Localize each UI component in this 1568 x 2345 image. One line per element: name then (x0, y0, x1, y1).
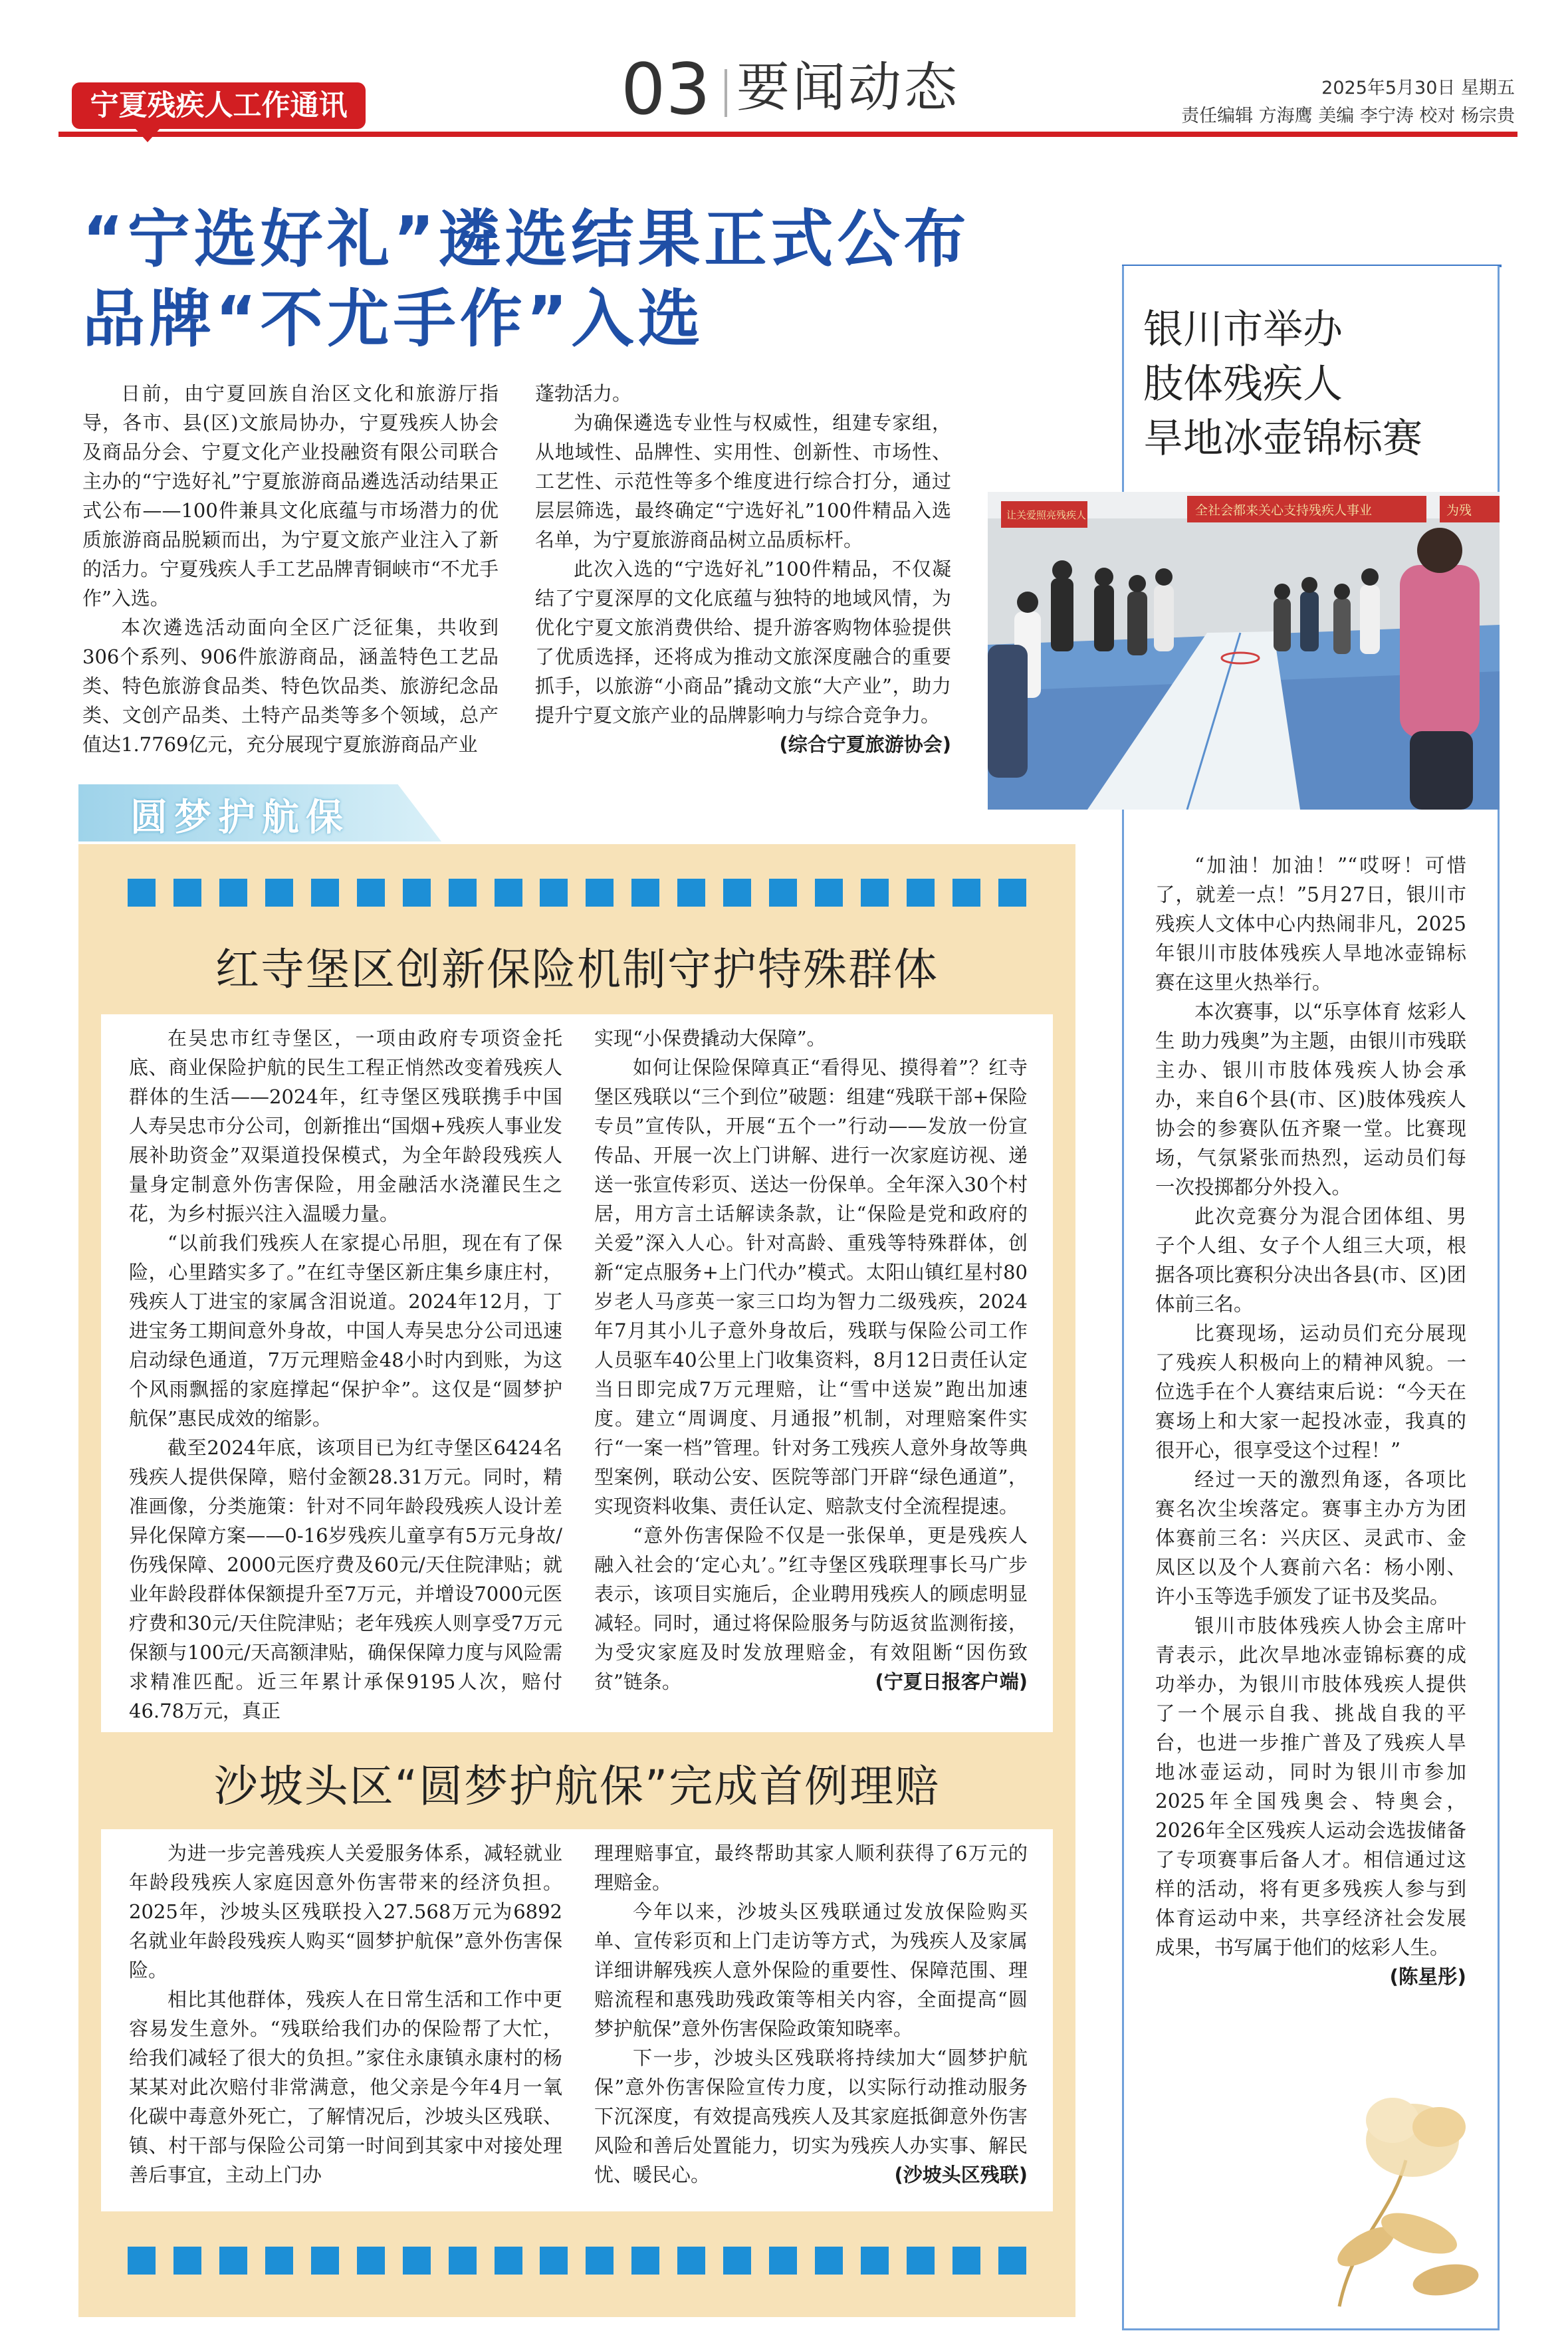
lead-headline-line2: 品牌“不尤手作”入选 (82, 283, 705, 356)
article-credit: (宁夏日报客户端) (875, 1670, 1028, 1693)
paragraph (594, 1521, 1028, 1696)
article-credit: (沙坡头区残联) (894, 2164, 1028, 2186)
sidebar-headline (1143, 302, 1422, 466)
paragraph: 经过一天的激烈角逐，各项比赛名次尘埃落定。赛事主办方为团体赛前三名：兴庆区、灵武市、金凤区以及个人赛前六名：杨小刚、许小玉等选手颁发了证书及奖品。 (1155, 1468, 1466, 1608)
paragraph-continuation: 理理赔事宜，最终帮助其家人顺利获得了6万元的理赔金。 (594, 1842, 1028, 1894)
sidebar-headline-line: 肢体残疾人 (1143, 361, 1343, 407)
banner-text-left: 让关爱照亮残疾人 (1006, 509, 1087, 521)
sidebar-headline-line: 旱地冰壶锦标赛 (1143, 415, 1422, 462)
sidebar-story (1155, 851, 1466, 1991)
paragraph: 此次竞赛分为混合团体组、男子个人组、女子个人组三大项，根据各项比赛积分决出各县(市、区)团体前三名。 (1155, 1205, 1466, 1315)
paragraph-text: 下一步，沙坡头区残联将持续加大“圆梦护航保”意外伤害保险宣传力度，以实际行动推动服务下沉深度，有效提高残疾人及其家庭抵御意外伤害风险和善后处置能力，切实为残疾人办实事、解民忧、暖民心。 (594, 2047, 1028, 2186)
paragraph (1155, 1611, 1466, 1988)
paragraph: 比赛现场，运动员们充分展现了残疾人积极向上的精神风貌。一位选手在个人赛结束后说：“今天在赛场上和大家一起投冰壶，我真的很开心，很享受这个过程！” (1155, 1322, 1466, 1462)
paragraph-text: 银川市肢体残疾人协会主席叶青表示，此次旱地冰壶锦标赛的成功举办，为银川市肢体残疾人提供了一个展示自我、挑战自我的平台，也进一步推广普及了残疾人旱地冰壶运动，同时为银川市参加2025年全国残奥会、特奥会，2026年全区残疾人运动会选拔储备了专项赛事后备人才。相信通过这样的活动，将有更多残疾人参与到体育运动中来，共享经济社会发展成果，书写属于他们的炫彩人生。 (1155, 1615, 1466, 1959)
paragraph-continuation: 实现“小保费撬动大保障”。 (594, 1027, 826, 1050)
issue-staff: 责任编辑 方海鹰 美编 李宁涛 校对 杨宗贵 (1181, 106, 1515, 126)
paragraph-text: “意外伤害保险不仅是一张保单，更是残疾人融入社会的‘定心丸’。”红寺堡区残联理事长马广步表示，该项目实施后，企业聘用残疾人的顾虑明显减轻。同时，通过将保险服务与防返贫监测衔接，为受灾家庭及时发放理赔金，有效阻断“因伤致贫”链条。 (594, 1524, 1028, 1693)
article2-headline: 沙坡头区“圆梦护航保”完成首例理赔 (213, 1761, 941, 1812)
sidebar-headline-line: 银川市举办 (1143, 306, 1343, 353)
masthead-rule (58, 132, 1517, 137)
article1-headline: 红寺堡区创新保险机制守护特殊群体 (215, 944, 939, 995)
banner-text-right: 为残 (1446, 503, 1472, 518)
paragraph (594, 2043, 1028, 2189)
section-banner-text: 圆梦护航保 (130, 796, 350, 839)
page-number: 03 (621, 49, 711, 130)
paragraph (535, 554, 951, 756)
paragraph: 为进一步完善残疾人关爱服务体系，减轻就业年龄段残疾人家庭因意外伤害带来的经济负担。2025年，沙坡头区残联投入27.568万元为6892名就业年龄段残疾人购买“圆梦护航保”意外伤害保险。 (129, 1842, 562, 1981)
article-credit: (综合宁夏旅游协会) (779, 733, 951, 756)
decorative-dots-top (128, 879, 1026, 907)
brand-tag: 宁夏残疾人工作通讯 (72, 82, 366, 129)
paragraph-text: 此次入选的“宁选好礼”100件精品，不仅凝结了宁夏深厚的文化底蕴与独特的地域风情，为优化宁夏文旅消费供给、提升游客购物体验提供了优质选择，还将成为推动文旅深度融合的重要抓手，以旅游“小商品”撬动文旅“大产业”，助力提升宁夏文旅产业的品牌影响力与综合竞争力。 (535, 558, 951, 726)
paragraph: 日前，由宁夏回族自治区文化和旅游厅指导，各市、县(区)文旅局协办，宁夏残疾人协会及商品分会、宁夏文化产业投融资有限公司联合主办的“宁选好礼”宁夏旅游商品遴选活动结果正式公布——100件兼具文化底蕴与市场潜力的优质旅游商品脱颖而出，为宁夏文旅产业注入了新的活力。宁夏残疾人手工艺品牌青铜峡市“不尤手作”入选。 (82, 382, 499, 610)
paragraph-continuation: 蓬勃活力。 (535, 382, 632, 405)
flower-illustration (1313, 2080, 1486, 2313)
paragraph: 为确保遴选专业性与权威性，组建专家组，从地域性、品牌性、实用性、创新性、市场性、工艺性、示范性等多个维度进行综合打分，通过层层筛选，最终确定“宁选好礼”100件精品入选名单，为宁夏旅游商品树立品质标杆。 (535, 411, 951, 551)
article-credit: (陈星彤) (1389, 1965, 1466, 1988)
banner-text-mid: 全社会都来关心支持残疾人事业 (1195, 503, 1373, 518)
paragraph: “以前我们残疾人在家提心吊胆，现在有了保险，心里踏实多了。”在红寺堡区新庄集乡康庄村，残疾人丁进宝的家属含泪说道。2024年12月，丁进宝务工期间意外身故，中国人寿吴忠分公司迅速启动绿色通道，7万元理赔金48小时内到账，为这个风雨飘摇的家庭撑起“保护伞”。这仅是“圆梦护航保”惠民成效的缩影。 (129, 1232, 562, 1430)
paragraph: 相比其他群体，残疾人在日常生活和工作中更容易发生意外。“残联给我们办的保险帮了大忙，给我们减轻了很大的负担。”家住永康镇永康村的杨某某对此次赔付非常满意，他父亲是今年4月一氧化碳中毒意外死亡，了解情况后，沙坡头区残联、镇、村干部与保险公司第一时间到其家中对接处理善后事宜，主动上门办 (129, 1988, 562, 2186)
paragraph: 如何让保险保障真正“看得见、摸得着”？红寺堡区残联以“三个到位”破题：组建“残联干部+保险专员”宣传队，开展“五个一”行动——发放一份宣传品、开展一次上门讲解、进行一次家庭访视、递送一张宣传彩页、送达一份保单。全年深入30个村居，用方言土话解读条款，让“保险是党和政府的关爱”深入人心。针对高龄、重残等特殊群体，创新“定点服务+上门代办”模式。太阳山镇红星村80岁老人马彦英一家三口均为智力二级残疾，2024年7月其小儿子意外身故后，残联与保险公司工作人员驱车40公里上门收集资料，8月12日责任认定当日即完成7万元理赔，让“雪中送炭”跑出加速度。建立“周调度、月通报”机制，对理赔案件实行“一案一档”管理。针对务工残疾人意外身故等典型案例，联动公安、医院等部门开辟“绿色通道”，实现资料收集、责任认定、赔款支付全流程提速。 (594, 1056, 1028, 1517)
paragraph: “加油！加油！”“哎呀！可惜了，就差一点！”5月27日，银川市残疾人文体中心内热闹非凡，2025年银川市肢体残疾人旱地冰壶锦标赛在这里火热举行。 (1155, 854, 1466, 994)
issue-date: 2025年5月30日 星期五 (1321, 78, 1515, 98)
decorative-dots-bottom (128, 2247, 1026, 2275)
section-title: 要闻动态 (736, 56, 960, 118)
lead-headline-line1: “宁选好礼”遴选结果正式公布 (82, 203, 970, 276)
article1-column-1 (129, 1024, 562, 1726)
paragraph: 本次遴选活动面向全区广泛征集，共收到306个系列、906件旅游商品，涵盖特色工艺品类、特色旅游食品类、特色饮品类、旅游纪念品类、文创产品类、土特产品类等多个领域，总产值达1.7769亿元，充分展现宁夏旅游商品产业 (82, 616, 499, 756)
article1-column-2 (594, 1024, 1028, 1696)
paragraph: 截至2024年底，该项目已为红寺堡区6424名残疾人提供保障，赔付金额28.31万元。同时，精准画像，分类施策：针对不同年龄段残疾人设计差异化保障方案——0-16岁残疾儿童享有5万元身故/伤残保障、2000元医疗费及60元/天住院津贴；就业年龄段群体保额提升至7万元，并增设7000元医疗费和30元/天住院津贴；老年残疾人则享受7万元保额与100元/天高额津贴，确保保障力度与风险需求精准匹配。近三年累计承保9195人次，赔付46.78万元，真正 (129, 1436, 562, 1722)
paragraph: 本次赛事，以“乐享体育 炫彩人生 助力残奥”为主题，由银川市残联主办、银川市肢体残疾人协会承办，来自6个县(市、区)肢体残疾人协会的参赛队伍齐聚一堂。比赛现场，气氛紧张而热烈，运动员们每一次投掷都分外投入。 (1155, 1000, 1466, 1198)
article2-column-2 (594, 1839, 1028, 2189)
curling-event-photo (988, 492, 1500, 810)
lead-story-column-2 (535, 379, 951, 759)
masthead-separator (725, 69, 727, 117)
paragraph: 今年以来，沙坡头区残联通过发放保险购买单、宣传彩页和上门走访等方式，为残疾人及家属详细讲解残疾人意外保险的重要性、保障范围、理赔流程和惠残助残政策等相关内容，全面提高“圆梦护航保”意外伤害保险政策知晓率。 (594, 1900, 1028, 2040)
article2-column-1 (129, 1839, 562, 2189)
paragraph: 在吴忠市红寺堡区，一项由政府专项资金托底、商业保险护航的民生工程正悄然改变着残疾人群体的生活——2024年，红寺堡区残联携手中国人寿吴忠市分公司，创新推出“国烟+残疾人事业发展补助资金”双渠道投保模式，为全年龄段残疾人量身定制意外伤害保险，用金融活水浇灌民生之花，为乡村振兴注入温暖力量。 (129, 1027, 562, 1225)
lead-story-column-1 (82, 379, 499, 759)
